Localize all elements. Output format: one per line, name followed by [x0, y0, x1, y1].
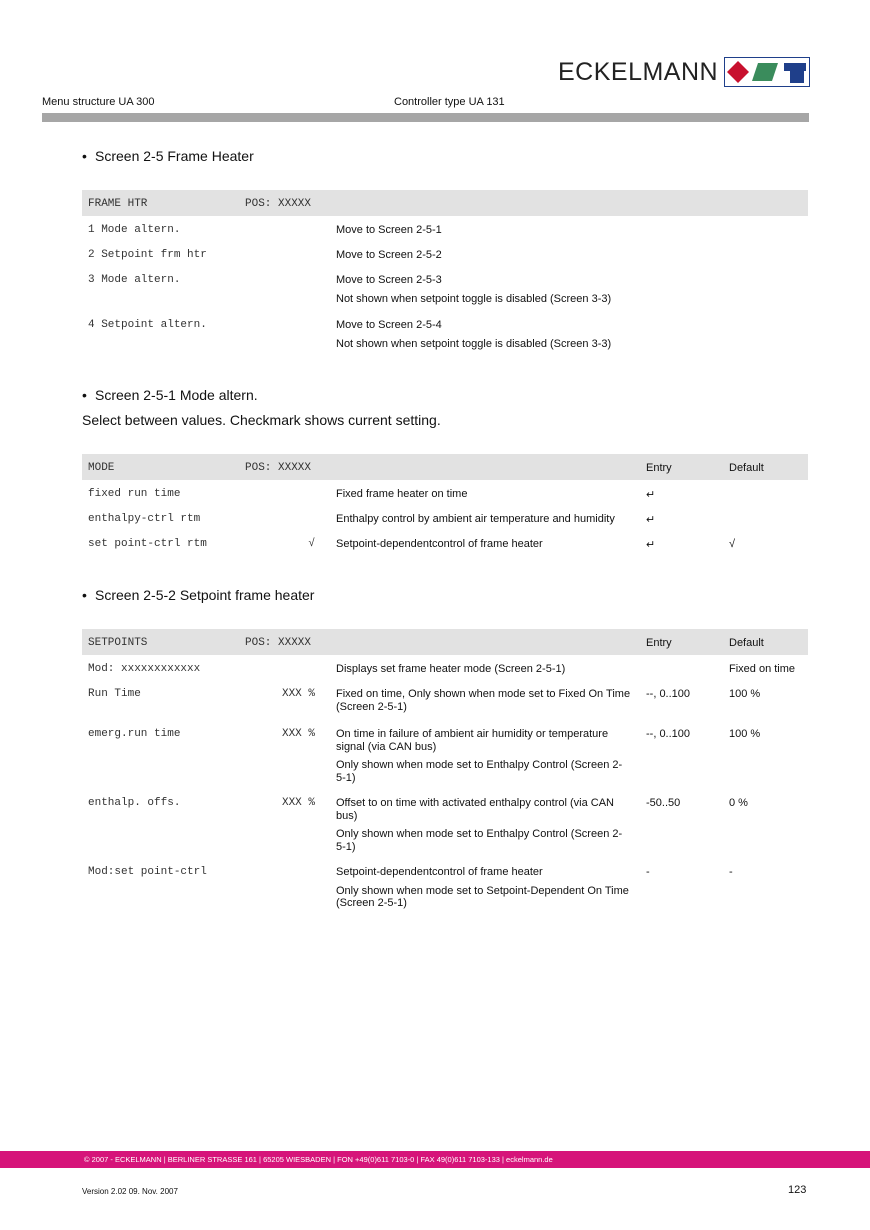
header-divider: [42, 113, 809, 122]
row-default: 100 %: [729, 728, 761, 740]
header-controller-type: Controller type UA 131: [394, 96, 505, 108]
row-entry: --, 0..100: [646, 728, 691, 740]
row-name: 1 Mode altern.: [88, 224, 181, 236]
row-entry: -50..50: [646, 797, 681, 809]
table-setpoints: [82, 629, 808, 918]
row-desc: [336, 866, 631, 910]
header-name: FRAME HTR: [88, 198, 148, 210]
table-row: [82, 216, 808, 241]
checkmark-icon: √: [729, 538, 736, 550]
row-name: set point-ctrl rtm: [88, 538, 207, 550]
footer-address: © 2007 - ECKELMANN | BERLINER STRASSE 161 | 65205 WIESBADEN | FON +49(0)611 7103-0 | FAX 49(0)611 7103-133 | eckelmann.de: [84, 1155, 553, 1164]
table-row: [82, 241, 808, 266]
table-row: [82, 680, 808, 720]
row-desc-note: Not shown when setpoint toggle is disabled (Screen 3-3): [336, 292, 612, 305]
row-desc-line: Setpoint-dependentcontrol of frame heater: [336, 866, 543, 878]
row-name: enthalp. offs.: [88, 797, 181, 809]
row-desc-line: Move to Screen 2-5-3: [336, 274, 442, 286]
bullet-icon: •: [82, 587, 87, 603]
row-desc: Enthalpy control by ambient air temperature and humidity: [336, 513, 615, 525]
row-desc-note: Only shown when mode set to Enthalpy Control (Screen 2-5-1): [336, 828, 623, 853]
row-desc: [336, 797, 631, 853]
row-name: Run Time: [88, 688, 141, 700]
table-row: [82, 480, 808, 505]
logo-mark-icon: [724, 57, 810, 87]
row-default: Fixed on time: [729, 663, 796, 675]
table-header: [82, 190, 808, 216]
row-value: XXX %: [281, 797, 315, 809]
row-desc-line: Offset to on time with activated enthalpy control (via CAN bus): [336, 797, 614, 822]
row-value: XXX %: [281, 688, 315, 700]
row-desc: [336, 274, 631, 305]
enter-key-icon: ↵: [646, 539, 656, 551]
row-desc-note: Only shown when mode set to Setpoint-Dependent On Time (Screen 2-5-1): [336, 884, 629, 909]
header-default: Default: [729, 637, 764, 649]
table-frame-heater: [82, 190, 808, 356]
row-desc: Setpoint-dependentcontrol of frame heater: [336, 538, 543, 550]
row-value: XXX %: [281, 728, 315, 740]
row-name: 4 Setpoint altern.: [88, 319, 207, 331]
table-header: [82, 629, 808, 655]
row-desc-note: Only shown when mode set to Enthalpy Control (Screen 2-5-1): [336, 759, 623, 784]
row-desc-line: Move to Screen 2-5-4: [336, 319, 442, 331]
row-name: Mod: xxxxxxxxxxxx: [88, 663, 201, 675]
brand-logo: [558, 57, 810, 87]
header-name: MODE: [88, 462, 115, 474]
row-desc: Displays set frame heater mode (Screen 2-5-1): [336, 663, 566, 675]
row-desc: [336, 728, 631, 784]
header-default: Default: [729, 462, 764, 474]
version-info: Version 2.02 09. Nov. 2007: [82, 1187, 178, 1196]
page-number: 123: [788, 1184, 807, 1196]
row-desc-note: Not shown when setpoint toggle is disabled (Screen 3-3): [336, 337, 612, 350]
section-title-2-5-2: • Screen 2-5-2 Setpoint frame heater: [82, 587, 315, 603]
header-pos: POS: XXXXX: [245, 198, 312, 210]
row-default: 0 %: [729, 797, 748, 809]
table-row: [82, 858, 808, 918]
table-mode: [82, 454, 808, 555]
table-row: [82, 505, 808, 530]
enter-key-icon: ↵: [646, 514, 656, 526]
row-desc: Move to Screen 2-5-1: [336, 224, 442, 236]
bullet-icon: •: [82, 148, 87, 164]
header-pos: POS: XXXXX: [245, 462, 312, 474]
table-row: [82, 720, 808, 789]
checkmark-icon: √: [308, 538, 315, 550]
row-name: fixed run time: [88, 488, 181, 500]
row-name: 2 Setpoint frm htr: [88, 249, 207, 261]
header-manual-title: Menu structure UA 300: [42, 96, 155, 108]
row-desc-line: On time in failure of ambient air humidity or temperature signal (via CAN bus): [336, 728, 609, 753]
row-name: emerg.run time: [88, 728, 181, 740]
table-row: [82, 311, 808, 356]
header-pos: POS: XXXXX: [245, 637, 312, 649]
row-desc: [336, 319, 631, 350]
row-name: Mod:set point-ctrl: [88, 866, 207, 878]
header-name: SETPOINTS: [88, 637, 148, 649]
row-desc: Fixed frame heater on time: [336, 488, 468, 500]
header-entry: Entry: [646, 637, 672, 649]
row-desc: Fixed on time, Only shown when mode set to Fixed On Time (Screen 2-5-1): [336, 688, 631, 713]
row-entry: --, 0..100: [646, 688, 691, 700]
enter-key-icon: ↵: [646, 489, 656, 501]
section-title-2-5: • Screen 2-5 Frame Heater: [82, 148, 254, 164]
table-row: [82, 789, 808, 858]
bullet-icon: •: [82, 387, 87, 403]
row-name: 3 Mode altern.: [88, 274, 181, 286]
section-title-2-5-1: • Screen 2-5-1 Mode altern.: [82, 387, 258, 403]
row-desc: Move to Screen 2-5-2: [336, 249, 442, 261]
row-entry: -: [646, 866, 650, 878]
section-subtitle: Select between values. Checkmark shows current setting.: [82, 412, 441, 428]
row-default: -: [729, 866, 733, 878]
table-header: [82, 454, 808, 480]
table-row: [82, 266, 808, 311]
table-row: [82, 655, 808, 680]
row-name: enthalpy-ctrl rtm: [88, 513, 201, 525]
brand-name: ECKELMANN: [558, 57, 719, 86]
row-default: 100 %: [729, 688, 761, 700]
table-row: [82, 530, 808, 555]
header-entry: Entry: [646, 462, 672, 474]
